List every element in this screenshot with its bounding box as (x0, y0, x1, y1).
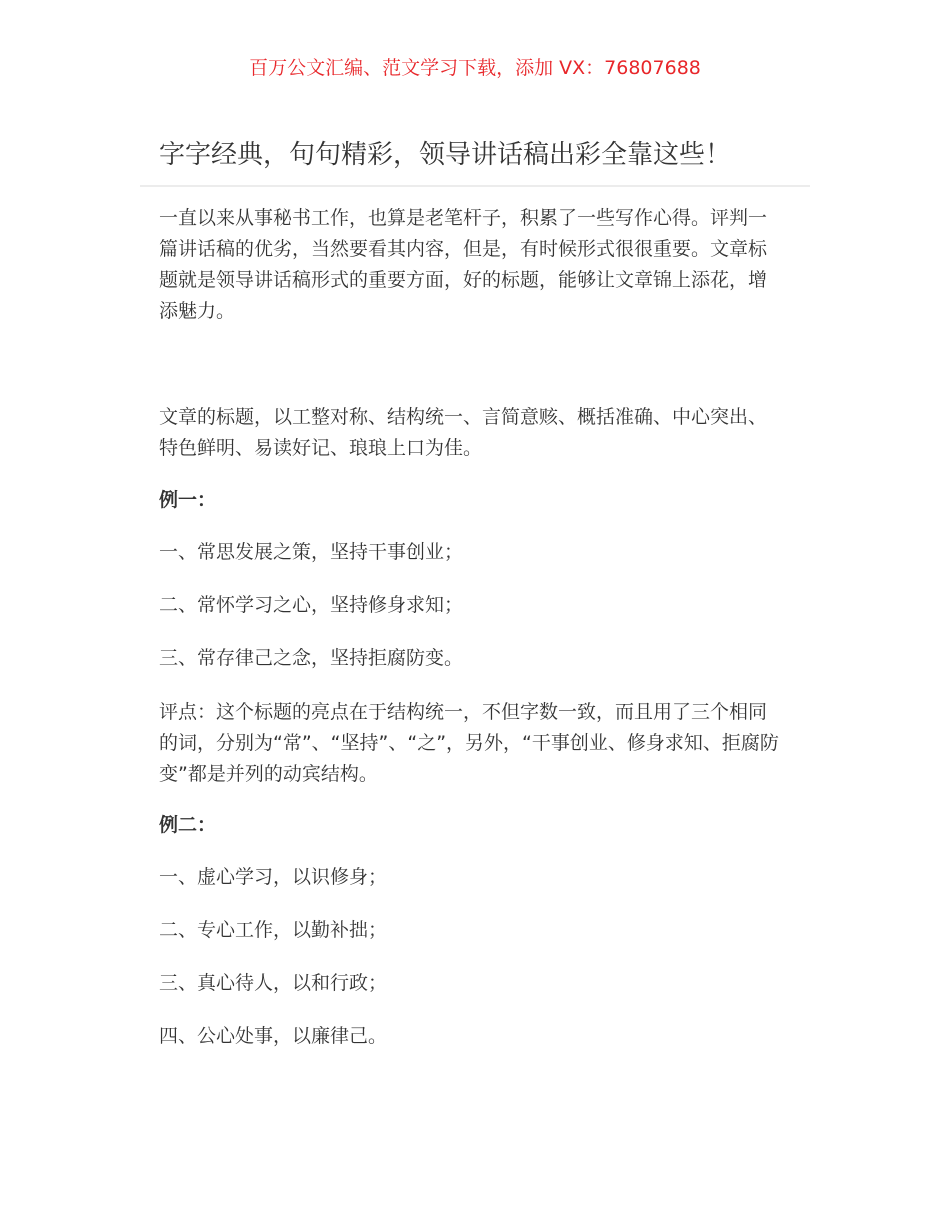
list-item: 一、虚心学习，以识修身； (159, 866, 388, 888)
text-line: 题就是领导讲话稿形式的重要方面，好的标题，能够让文章锦上添花，增 (159, 269, 768, 291)
watermark-banner: 百万公文汇编、范文学习下载，添加 VX：76807688 (249, 57, 701, 79)
example1-heading: 例一： (159, 489, 217, 511)
text-line: 变”都是并列的动宾结构。 (159, 763, 378, 785)
list-item: 三、真心待人，以和行政； (159, 972, 388, 994)
title-divider (140, 185, 810, 187)
text-line: 添魅力。 (159, 300, 236, 322)
text-line: 特色鲜明、易读好记、琅琅上口为佳。 (159, 437, 483, 459)
text-line: 评点：这个标题的亮点在于结构统一，不但字数一致，而且用了三个相同 (159, 701, 768, 723)
text-line: 一直以来从事秘书工作，也算是老笔杆子，积累了一些写作心得。评判一 (159, 207, 768, 229)
list-item: 二、常怀学习之心，坚持修身求知； (159, 594, 464, 616)
text-line: 的词，分别为“常”、“坚持”、“之”，另外，“干事创业、修身求知、拒腐防 (159, 732, 779, 754)
example2-heading: 例二： (159, 814, 217, 836)
list-item: 二、专心工作，以勤补拙； (159, 919, 388, 941)
article-title: 字字经典，句句精彩，领导讲话稿出彩全靠这些！ (159, 140, 732, 170)
principle-paragraph (159, 402, 767, 464)
comment-paragraph (159, 697, 779, 790)
text-line: 篇讲话稿的优劣，当然要看其内容，但是，有时候形式很很重要。文章标 (159, 238, 768, 260)
list-item: 一、常思发展之策，坚持干事创业； (159, 541, 464, 563)
list-item: 三、常存律己之念，坚持拒腐防变。 (159, 647, 464, 669)
intro-paragraph (159, 203, 767, 327)
text-line: 文章的标题，以工整对称、结构统一、言简意赅、概括准确、中心突出、 (159, 406, 768, 428)
list-item: 四、公心处事，以廉律己。 (159, 1025, 388, 1047)
